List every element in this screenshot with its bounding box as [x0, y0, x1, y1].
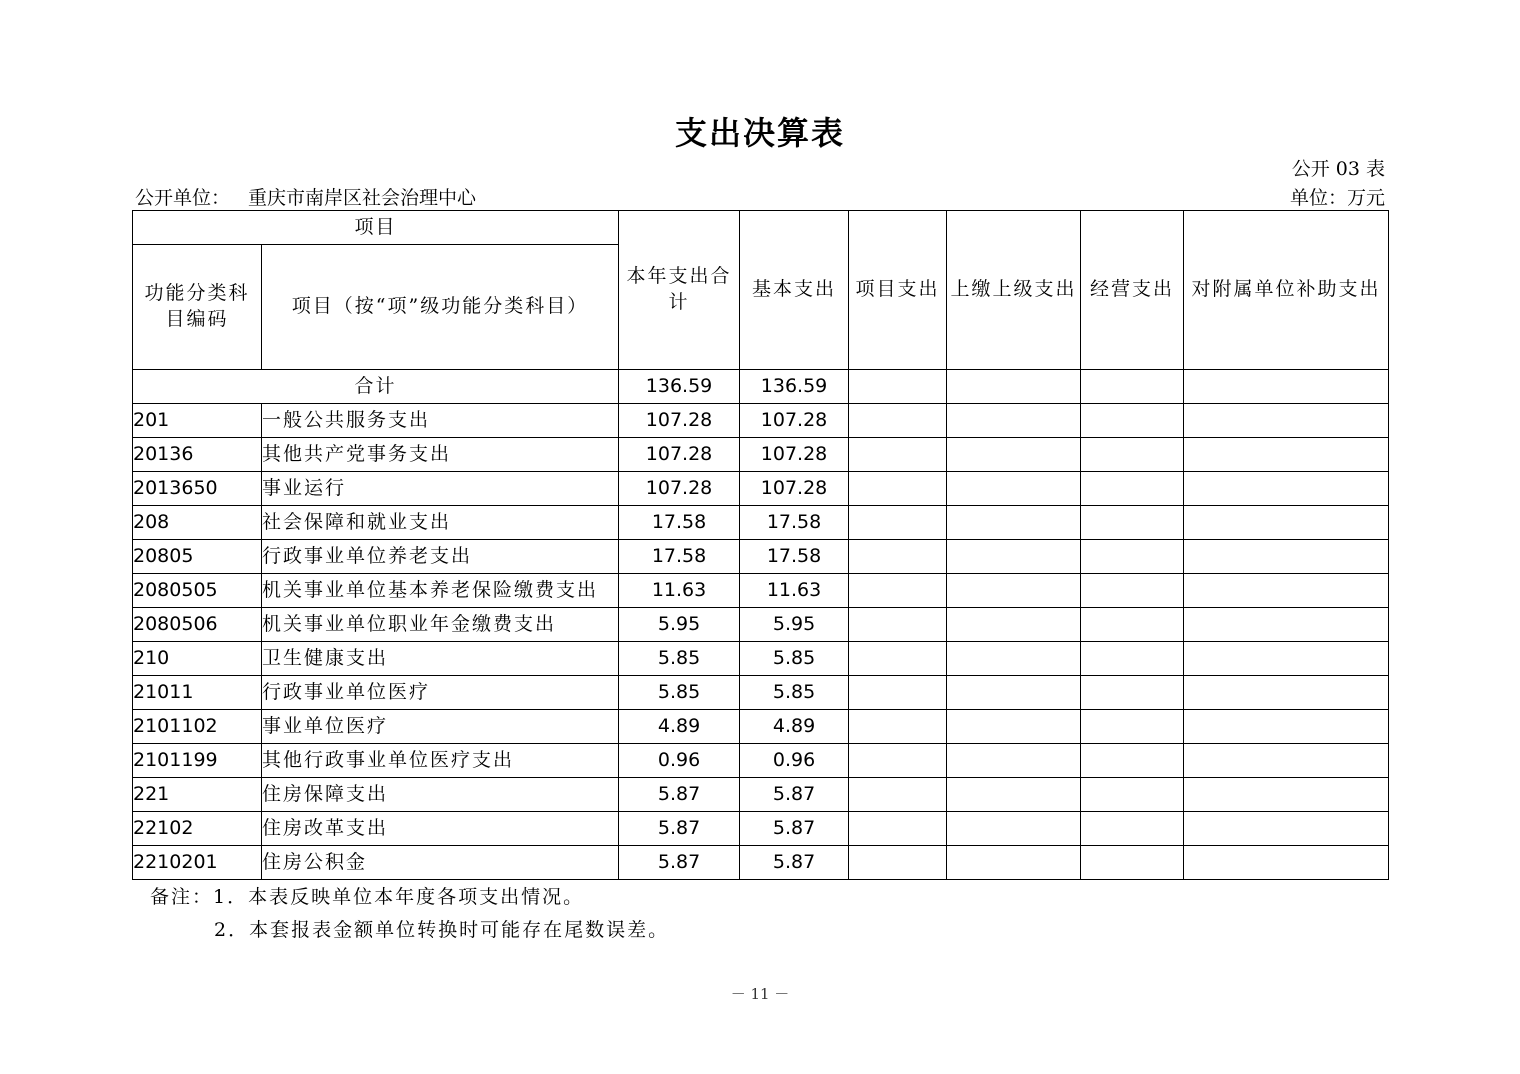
- empty-cell: [1081, 812, 1184, 846]
- unit-line: [135, 183, 1385, 209]
- row-basic: 5.85: [740, 642, 849, 676]
- empty-cell: [1081, 370, 1184, 404]
- empty-cell: [1184, 370, 1389, 404]
- header-remit: 上缴上级支出: [947, 211, 1081, 370]
- empty-cell: [849, 438, 947, 472]
- row-basic: 5.95: [740, 608, 849, 642]
- row-basic: 17.58: [740, 540, 849, 574]
- row-code: 2210201: [133, 846, 262, 880]
- row-total: 5.87: [619, 812, 740, 846]
- empty-cell: [849, 370, 947, 404]
- row-code: 2080505: [133, 574, 262, 608]
- table-row: [133, 438, 1389, 472]
- empty-cell: [1081, 608, 1184, 642]
- total-label: 合计: [133, 370, 619, 404]
- empty-cell: [849, 608, 947, 642]
- reporting-unit: [135, 183, 476, 210]
- empty-cell: [1184, 506, 1389, 540]
- page-number: － 11 －: [730, 985, 790, 1003]
- table-row: [133, 846, 1389, 880]
- note-1: 备注：1．本表反映单位本年度各项支出情况。: [150, 886, 585, 908]
- row-basic: 5.85: [740, 676, 849, 710]
- empty-cell: [947, 608, 1081, 642]
- row-code: 21011: [133, 676, 262, 710]
- empty-cell: [1184, 540, 1389, 574]
- table-row: [133, 608, 1389, 642]
- header-business: 经营支出: [1081, 211, 1184, 370]
- row-name: 住房保障支出: [262, 778, 619, 812]
- empty-cell: [1081, 438, 1184, 472]
- empty-cell: [849, 574, 947, 608]
- empty-cell: [947, 506, 1081, 540]
- unit-name: 重庆市南岸区社会治理中心: [248, 187, 477, 209]
- row-name: 其他共产党事务支出: [262, 438, 619, 472]
- row-basic: 5.87: [740, 812, 849, 846]
- table-number: 公开 03 表: [1291, 158, 1385, 180]
- row-basic: 107.28: [740, 404, 849, 438]
- notes: [150, 881, 669, 947]
- row-basic: 4.89: [740, 710, 849, 744]
- empty-cell: [947, 676, 1081, 710]
- row-name: 住房改革支出: [262, 812, 619, 846]
- total-row: [133, 370, 1389, 404]
- empty-cell: [1081, 540, 1184, 574]
- empty-cell: [1081, 676, 1184, 710]
- row-total: 0.96: [619, 744, 740, 778]
- empty-cell: [1081, 710, 1184, 744]
- empty-cell: [1081, 778, 1184, 812]
- row-basic: 5.87: [740, 778, 849, 812]
- empty-cell: [947, 370, 1081, 404]
- row-name: 事业单位医疗: [262, 710, 619, 744]
- row-name: 机关事业单位基本养老保险缴费支出: [262, 574, 619, 608]
- table-row: [133, 404, 1389, 438]
- row-code: 210: [133, 642, 262, 676]
- row-code: 221: [133, 778, 262, 812]
- row-code: 201: [133, 404, 262, 438]
- empty-cell: [849, 744, 947, 778]
- empty-cell: [1081, 744, 1184, 778]
- empty-cell: [1184, 812, 1389, 846]
- empty-cell: [1184, 778, 1389, 812]
- empty-cell: [849, 506, 947, 540]
- empty-cell: [1081, 404, 1184, 438]
- empty-cell: [1184, 676, 1389, 710]
- table-row: [133, 812, 1389, 846]
- empty-cell: [1184, 744, 1389, 778]
- empty-cell: [1184, 642, 1389, 676]
- expenditure-table: [132, 210, 1389, 880]
- empty-cell: [849, 710, 947, 744]
- empty-cell: [947, 438, 1081, 472]
- row-name: 机关事业单位职业年金缴费支出: [262, 608, 619, 642]
- header-total: 本年支出合计: [619, 211, 740, 370]
- row-name: 行政事业单位医疗: [262, 676, 619, 710]
- unit-label: 公开单位：: [135, 187, 231, 209]
- empty-cell: [849, 472, 947, 506]
- header-basic: 基本支出: [740, 211, 849, 370]
- empty-cell: [1184, 846, 1389, 880]
- empty-cell: [947, 744, 1081, 778]
- empty-cell: [947, 472, 1081, 506]
- row-name: 住房公积金: [262, 846, 619, 880]
- empty-cell: [1184, 404, 1389, 438]
- empty-cell: [1081, 506, 1184, 540]
- empty-cell: [1184, 438, 1389, 472]
- row-name: 其他行政事业单位医疗支出: [262, 744, 619, 778]
- row-total: 17.58: [619, 506, 740, 540]
- empty-cell: [849, 676, 947, 710]
- row-total: 4.89: [619, 710, 740, 744]
- row-total: 5.87: [619, 778, 740, 812]
- table-row: [133, 574, 1389, 608]
- page-title: 支出决算表: [674, 114, 845, 152]
- table-row: [133, 778, 1389, 812]
- row-total: 107.28: [619, 438, 740, 472]
- empty-cell: [849, 812, 947, 846]
- empty-cell: [849, 404, 947, 438]
- header-project: 项目: [133, 211, 619, 245]
- table-row: [133, 472, 1389, 506]
- empty-cell: [849, 846, 947, 880]
- header-code: 功能分类科目编码: [133, 245, 262, 370]
- empty-cell: [849, 778, 947, 812]
- table-row: [133, 506, 1389, 540]
- table-row: [133, 744, 1389, 778]
- row-total: 5.95: [619, 608, 740, 642]
- row-code: 2080506: [133, 608, 262, 642]
- empty-cell: [947, 812, 1081, 846]
- empty-cell: [1081, 472, 1184, 506]
- row-name: 事业运行: [262, 472, 619, 506]
- empty-cell: [947, 710, 1081, 744]
- empty-cell: [1081, 642, 1184, 676]
- row-basic: 107.28: [740, 472, 849, 506]
- empty-cell: [1184, 710, 1389, 744]
- empty-cell: [849, 540, 947, 574]
- empty-cell: [1184, 608, 1389, 642]
- row-name: 社会保障和就业支出: [262, 506, 619, 540]
- money-unit: 单位：万元: [1289, 187, 1385, 209]
- row-total: 5.85: [619, 676, 740, 710]
- empty-cell: [849, 642, 947, 676]
- row-basic: 5.87: [740, 846, 849, 880]
- row-name: 卫生健康支出: [262, 642, 619, 676]
- note-2: 2．本套报表金额单位转换时可能存在尾数误差。: [214, 919, 670, 941]
- empty-cell: [1081, 574, 1184, 608]
- row-total: 11.63: [619, 574, 740, 608]
- row-total: 17.58: [619, 540, 740, 574]
- row-code: 208: [133, 506, 262, 540]
- row-basic: 17.58: [740, 506, 849, 540]
- row-code: 22102: [133, 812, 262, 846]
- table-row: [133, 710, 1389, 744]
- empty-cell: [1184, 472, 1389, 506]
- row-name: 行政事业单位养老支出: [262, 540, 619, 574]
- row-code: 20805: [133, 540, 262, 574]
- table-row: [133, 540, 1389, 574]
- row-total: 5.87: [619, 846, 740, 880]
- row-basic: 11.63: [740, 574, 849, 608]
- empty-cell: [1081, 846, 1184, 880]
- empty-cell: [947, 574, 1081, 608]
- row-code: 2101199: [133, 744, 262, 778]
- row-total: 5.85: [619, 642, 740, 676]
- total-basic: 136.59: [740, 370, 849, 404]
- empty-cell: [1184, 574, 1389, 608]
- row-total: 107.28: [619, 404, 740, 438]
- header-subsidy: 对附属单位补助支出: [1184, 211, 1389, 370]
- header-project-expenditure: 项目支出: [849, 211, 947, 370]
- row-basic: 0.96: [740, 744, 849, 778]
- row-code: 2101102: [133, 710, 262, 744]
- row-total: 107.28: [619, 472, 740, 506]
- empty-cell: [947, 778, 1081, 812]
- empty-cell: [947, 642, 1081, 676]
- row-basic: 107.28: [740, 438, 849, 472]
- row-name: 一般公共服务支出: [262, 404, 619, 438]
- empty-cell: [947, 846, 1081, 880]
- empty-cell: [947, 404, 1081, 438]
- total-amount: 136.59: [619, 370, 740, 404]
- header-name: 项目（按“项”级功能分类科目）: [262, 245, 619, 370]
- row-code: 2013650: [133, 472, 262, 506]
- table-row: [133, 642, 1389, 676]
- empty-cell: [947, 540, 1081, 574]
- table-row: [133, 676, 1389, 710]
- row-code: 20136: [133, 438, 262, 472]
